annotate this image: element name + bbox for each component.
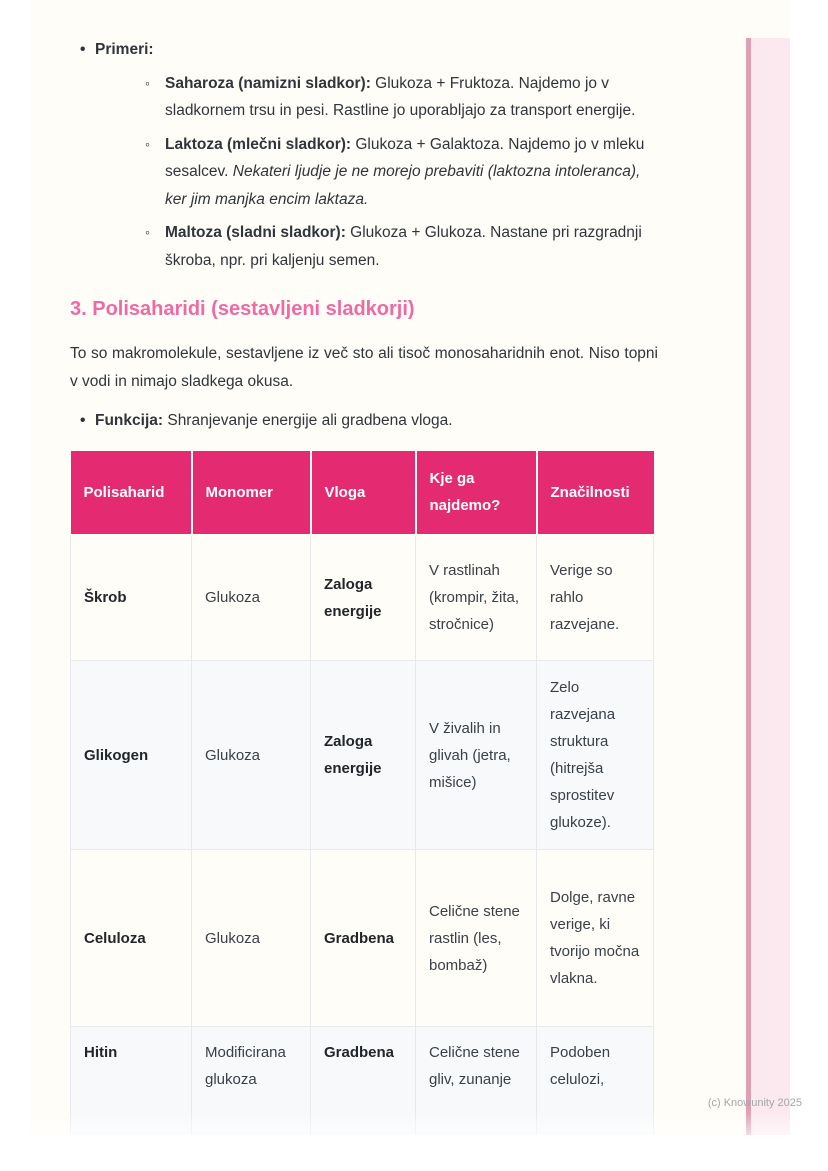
cell-monomer: Glukoza xyxy=(192,535,311,661)
list-item-body: Glukoza + Galaktoza. Najdemo jo v mleku sesalcev. xyxy=(165,135,645,180)
list-item-body: Glukoza + Fruktoza. Najdemo jo v sladkornem trsu in pesi. Rastline jo uporabljajo za transport energije. xyxy=(165,74,636,119)
table-row xyxy=(71,661,654,850)
cell-znacilnosti: Dolge, ravne verige, ki tvorijo močna vlakna. xyxy=(537,850,654,1027)
list-item-body: Glukoza + Glukoza. Nastane pri razgradnji škroba, npr. pri kaljenju semen. xyxy=(165,224,642,269)
cell-kje: Celične stene rastlin (les, bombaž) xyxy=(416,850,537,1027)
cell-monomer: Modificirana glukoza xyxy=(192,1027,311,1136)
cell-kje: V živalih in glivah (jetra, mišice) xyxy=(416,661,537,850)
col-header-kje: Kje ga najdemo? xyxy=(416,451,537,535)
polysaccharide-table xyxy=(70,451,654,1136)
cell-vloga: Zaloga energije xyxy=(311,661,416,850)
page-content xyxy=(30,0,790,1135)
cell-name: Škrob xyxy=(71,535,192,661)
table-row xyxy=(71,850,654,1027)
funkcija-lead: Funkcija: xyxy=(95,412,164,429)
list-item-lead: Saharoza (namizni sladkor): xyxy=(165,74,371,92)
col-header-monomer: Monomer xyxy=(192,451,311,535)
section-heading: 3. Polisaharidi (sestavljeni sladkorji) xyxy=(70,298,415,320)
cell-znacilnosti: Verige so rahlo razvejane. xyxy=(537,535,654,661)
list-item-laktoza xyxy=(95,131,658,214)
funkcija-list-item xyxy=(70,407,658,435)
list-item-note: Nekateri ljudje je ne morejo prebaviti (laktozna intoleranca), ker jim manjka encim laktaza. xyxy=(165,163,641,208)
table-row xyxy=(71,535,654,661)
cell-kje: Celične stene gliv, zunanje xyxy=(416,1027,537,1136)
list-item-lead: Laktoza (mlečni sladkor): xyxy=(165,135,352,153)
intro-paragraph: To so makromolekule, sestavljene iz več sto ali tisoč monosaharidnih enot. Niso topni v vodi in nimajo sladkega okusa. xyxy=(70,345,658,390)
list-item-lead: Maltoza (sladni sladkor): xyxy=(165,224,346,241)
cell-monomer: Glukoza xyxy=(192,661,311,850)
examples-list-title-item xyxy=(70,36,658,274)
cell-name: Celuloza xyxy=(71,850,192,1027)
cell-vloga: Zaloga energije xyxy=(311,535,416,661)
cell-monomer: Glukoza xyxy=(192,850,311,1027)
cell-vloga: Gradbena xyxy=(311,1027,416,1136)
document-page xyxy=(30,0,790,1135)
list-item-maltoza xyxy=(95,219,658,274)
cell-znacilnosti: Podoben celulozi, xyxy=(537,1027,654,1136)
cell-kje: V rastlinah (krompir, žita, stročnice) xyxy=(416,535,537,661)
examples-list-title: Primeri: xyxy=(95,41,154,58)
cell-znacilnosti: Zelo razvejana struktura (hitrejša sprostitev glukoze). xyxy=(537,661,654,850)
watermark: (c) Knowunity 2025 xyxy=(707,1097,802,1109)
col-header-znacilnosti: Značilnosti xyxy=(537,451,654,535)
list-item-saharoza xyxy=(95,70,658,125)
funkcija-body: Shranjevanje energije ali gradbena vloga. xyxy=(163,412,453,429)
cell-name: Glikogen xyxy=(71,661,192,850)
cell-name: Hitin xyxy=(71,1027,192,1136)
cell-vloga: Gradbena xyxy=(311,850,416,1027)
table-header-row xyxy=(71,451,654,535)
col-header-polisaharid: Polisaharid xyxy=(71,451,192,535)
col-header-vloga: Vloga xyxy=(311,451,416,535)
page-bottom-fade xyxy=(0,1112,828,1171)
